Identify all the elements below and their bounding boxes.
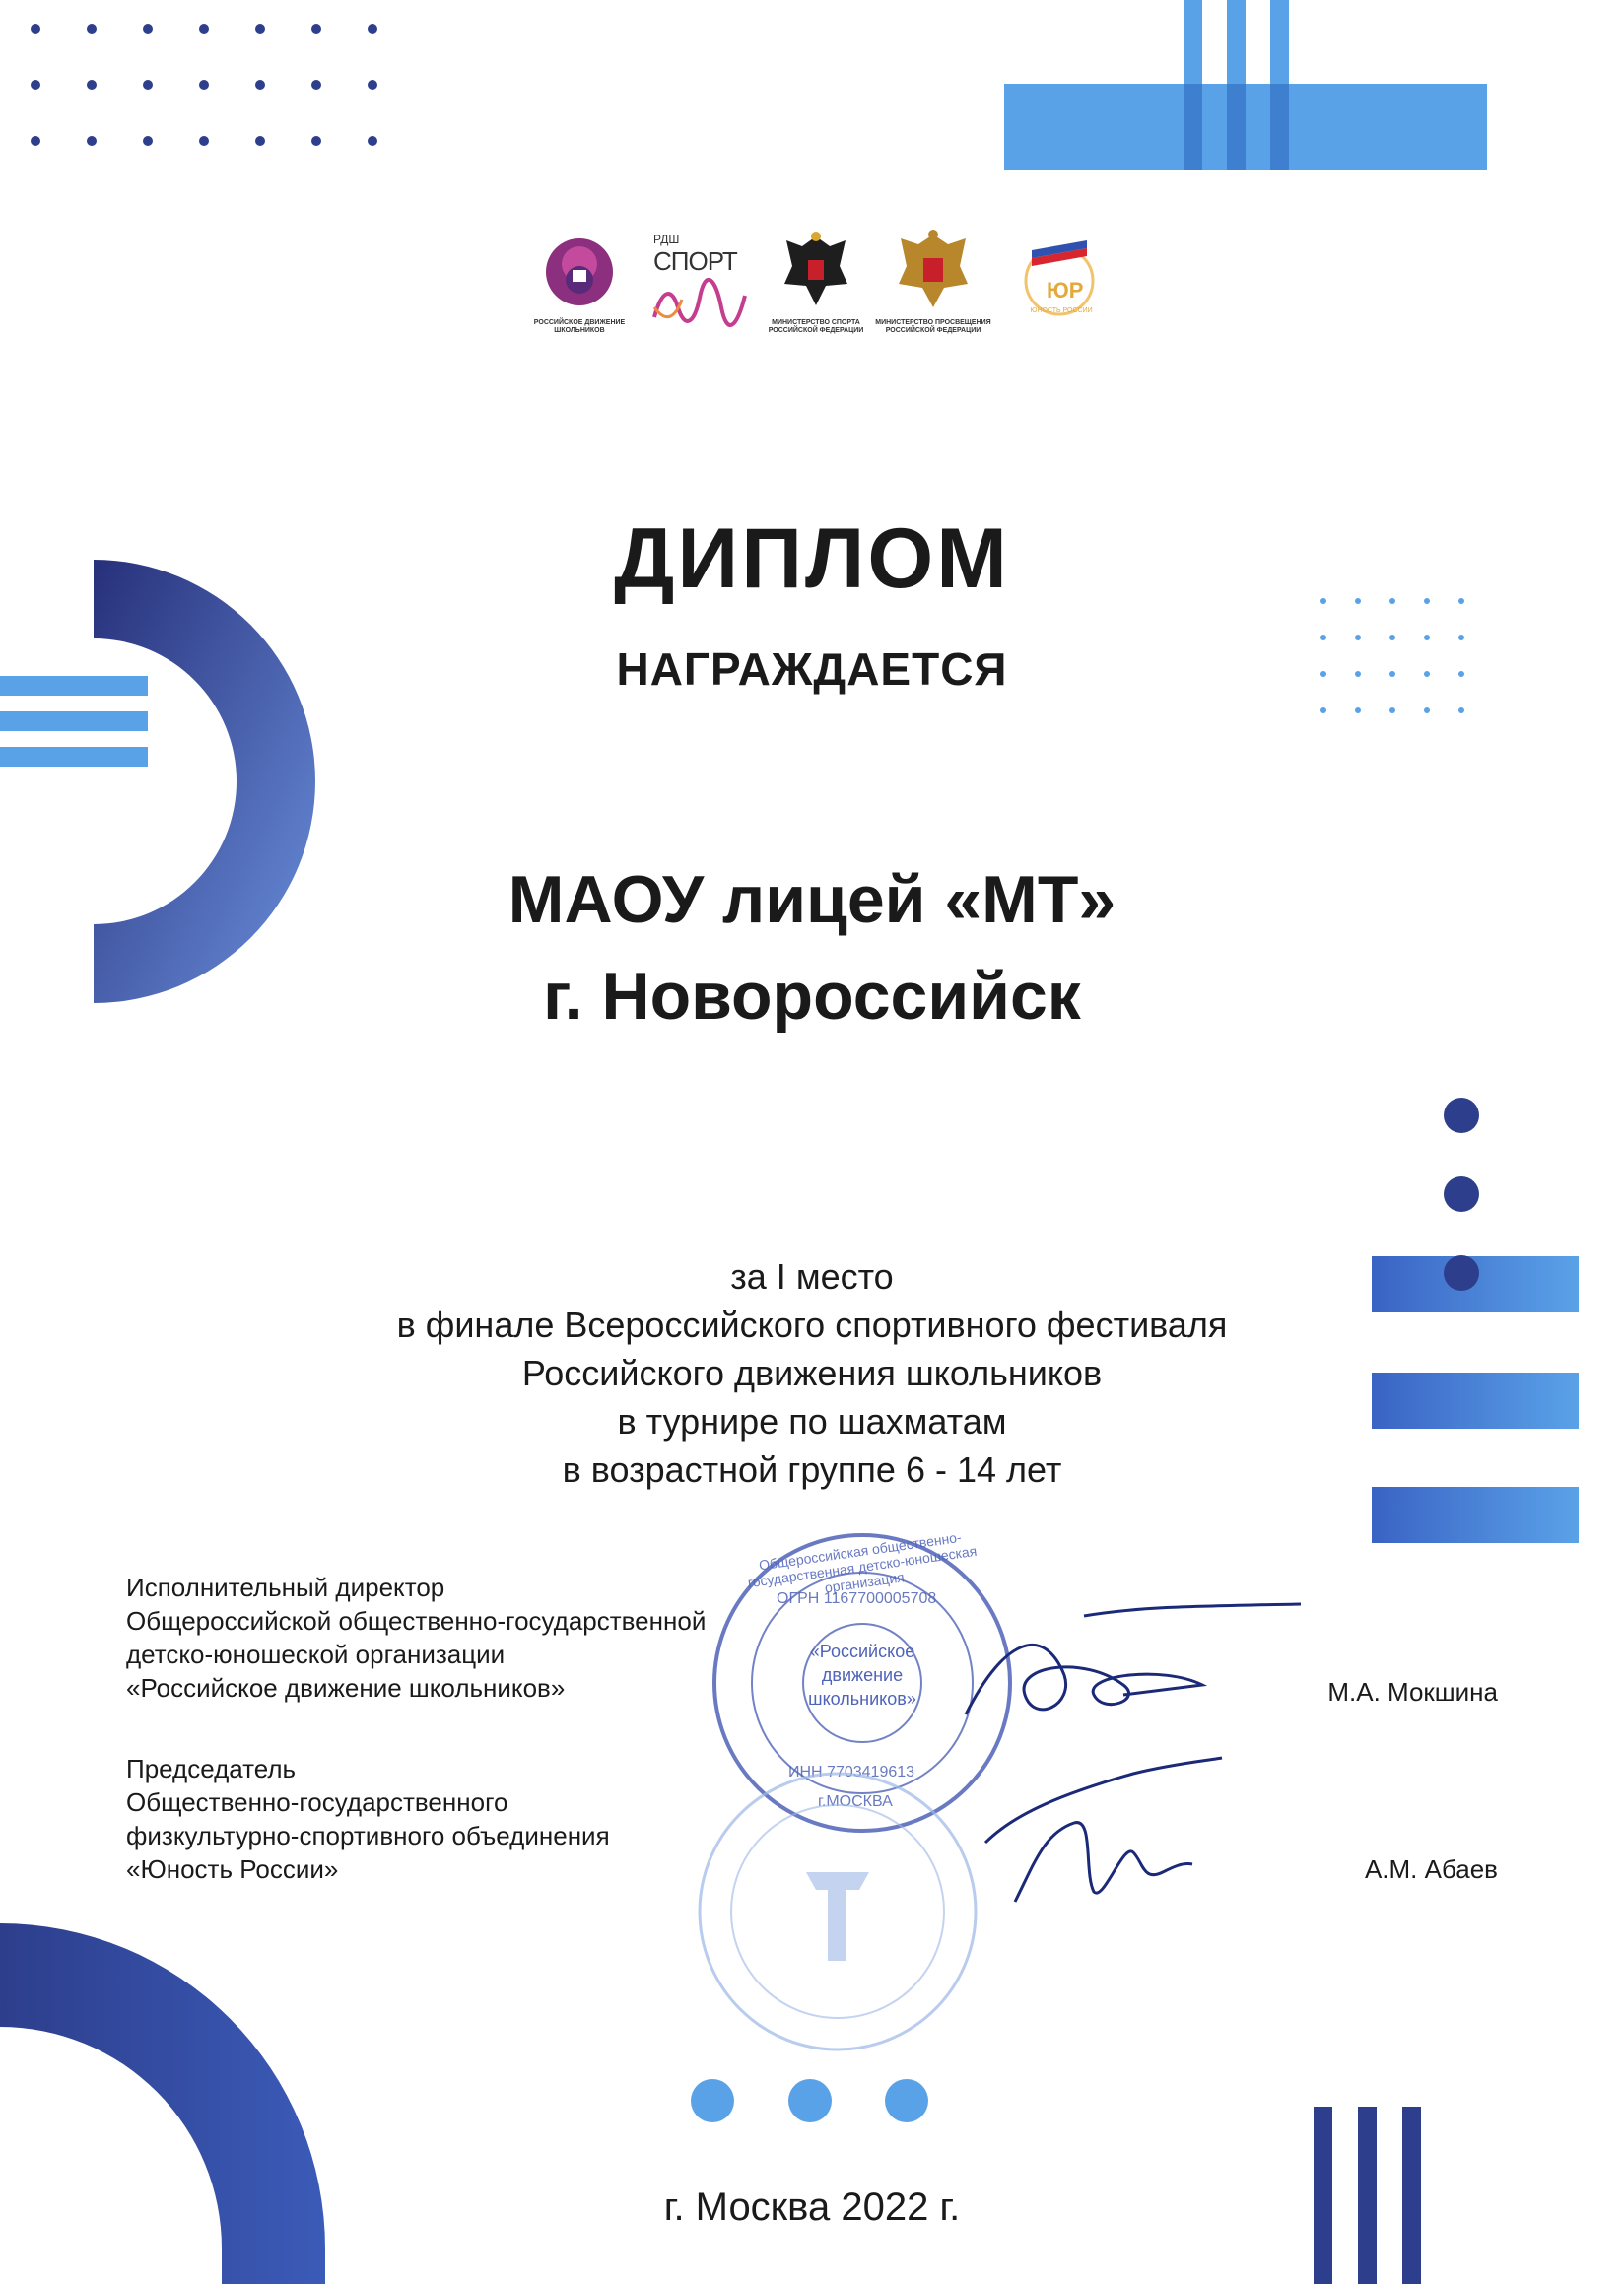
award-line-4: в турнире по шахматам [617,1401,1007,1442]
stamp-ogrn: ОГРН 1167700005708 [777,1590,937,1607]
bars-right [1372,1256,1579,1543]
signatory-2-line-4: «Юность России» [126,1854,339,1884]
award-line-3: Российского движения школьников [521,1353,1103,1393]
yunost-stamp [690,1764,985,2059]
rdsh-sport-big: СПОРТ [653,246,737,276]
signature-abaev [976,1754,1232,1931]
rdsh-sport-small: РДШ [653,233,680,246]
award-line-5: в возрастной группе 6 - 14 лет [562,1449,1062,1490]
signatory-2-line-2: Общественно-государственного [126,1787,508,1817]
stamp-inn: ИНН 7703419613 [788,1764,915,1780]
award-line-1: за I место [730,1256,894,1297]
bars-top-right [1004,0,1487,170]
stamp-center-line-1: «Российское [809,1642,915,1661]
rdsh-sport-wave-icon [650,278,749,327]
stamp-ring-text: Общероссийская общественно-государственная детско-юношеская организация [746,1528,979,1596]
ministry-education-caption: МИНИСТЕРСТВО ПРОСВЕЩЕНИЯ РОССИЙСКОЙ ФЕДЕРАЦИИ [875,319,991,335]
signatory-1-line-2: Общероссийской общественно-государственной [126,1606,707,1636]
signatory-2-title [126,1752,610,1886]
arc-bottom-left [0,1923,325,2284]
signatory-1-line-3: детско-юношеской организации [126,1640,506,1669]
award-line-2: в финале Всероссийского спортивного фестиваля [396,1305,1228,1345]
signature-moksina [946,1596,1301,1754]
signatory-2-line-1: Председатель [126,1754,297,1783]
stamp-city: г.МОСКВА [818,1793,893,1810]
dot-grid-top-left [31,24,377,146]
recipient-city: г. Новороссийск [543,959,1081,1034]
rdsh-logo-caption: РОССИЙСКОЕ ДВИЖЕНИЕ ШКОЛЬНИКОВ [533,319,626,335]
ministry-education-emblem-icon [891,227,976,315]
signatory-2-line-3: физкультурно-спортивного объединения [126,1821,610,1850]
ministry-sport-caption: МИНИСТЕРСТВО СПОРТА РОССИЙСКОЙ ФЕДЕРАЦИИ [768,319,864,335]
recipient-name: МАОУ лицей «МТ» [508,862,1116,937]
signatory-1-title [126,1571,706,1705]
diploma-subtitle: НАГРАЖДАЕТСЯ [616,643,1008,695]
logos-row [512,227,1123,345]
signatory-1-line-1: Исполнительный директор [126,1573,445,1602]
place-date: г. Москва 2022 г. [663,2185,961,2229]
signatory-1-name: М.А. Мокшина [1327,1677,1498,1707]
yunost-ring-text: ЮНОСТЬ РОССИИ [1030,307,1093,314]
ministry-sport-emblem-icon [777,227,855,315]
diploma-title: ДИПЛОМ [614,511,1010,606]
rdsh-logo-icon [540,233,619,311]
yunost-monogram: ЮР [1047,278,1084,302]
stamp-center-line-2: движение [821,1665,904,1685]
dots-bottom-center [691,2079,928,2122]
stamp-center-line-3: школьников» [808,1689,916,1709]
signatory-2-name: А.М. Абаев [1364,1854,1498,1884]
signatory-1-line-4: «Российское движение школьников» [126,1673,566,1703]
